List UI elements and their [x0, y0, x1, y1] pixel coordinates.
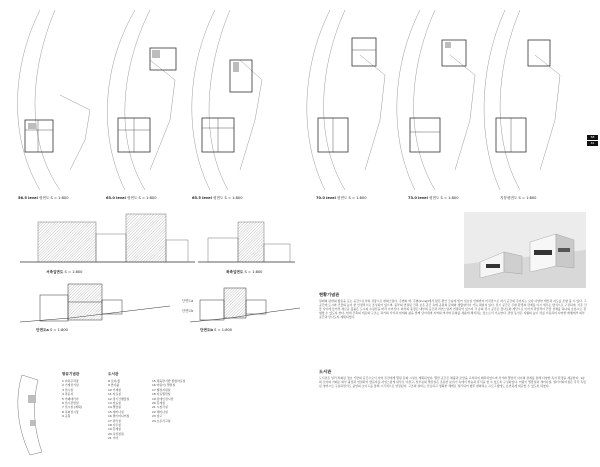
legend-item: 3 전시실 — [62, 387, 74, 392]
legend-item: 19 휴게실 — [108, 427, 121, 432]
plan-1 — [18, 10, 91, 190]
legend-item: 16 어린이/ 열람실 — [152, 383, 176, 388]
plan-title-5: 평면도 — [428, 196, 440, 200]
legend-item: 21 기타 — [108, 436, 119, 441]
legend-item: 2 기계전기실 — [62, 383, 79, 388]
legend-item: 20 휴게실 — [152, 401, 165, 406]
plan-5 — [397, 10, 475, 190]
elevation-title-north: 북측입면도 — [226, 270, 244, 274]
paragraph-library: 도서관은 널리 특화된 정보 기반의 공간으로서 지역 주민에게 열린 문화 시설로 계획되었다. 열람 공간은 채광과 조망을 고려하여 배치되었으며 서가와 열람석 사이의 관계를 통해 다양한 독서 환경을 제공한다. 1층의 로비와 카페는 외부 광장과 연결되어 방문자를 자연스럽게 내부로 이끌고, 상부층의 열람실은 조용한 분위기 속에서 학습과 휴식을 할 수 있도록 구성되었다. 어린이 열람실과 세미나실, 멀티미디어실은 각각 독립된 영역으로 구분되면서도 중앙의 보이드를 통해 시각적으로 연결된다. 구조와 설비는 단순하고 명확한 체계로 정리되어 향후 변화하는 프로그램에도 유연하게 대응할 수 있도록 하였다. — [319, 376, 586, 389]
plan-scale-1: S = 1:800 — [50, 196, 69, 200]
plan-6 — [484, 10, 560, 190]
plan-caption-3 — [192, 196, 242, 201]
legend-item: 20 옥상정원 — [108, 431, 124, 436]
plan-scale-4: S = 1:800 — [348, 196, 367, 200]
legend-item: 15 세미나실 — [108, 409, 124, 414]
legend-item: 22 세미나실 — [152, 409, 168, 414]
legend-item: 5 카페테리아 — [62, 396, 79, 401]
plan-title-3: 평면도 — [212, 196, 224, 200]
plan-title-1: 평면도 — [38, 196, 50, 200]
plan-caption-1 — [18, 196, 68, 201]
legend-item: 12 정기간행물실 — [108, 396, 130, 401]
elevation-caption-north — [226, 270, 262, 275]
section-scale-a: S = 1:800 — [50, 328, 68, 332]
legend-item: 23 창고 — [152, 414, 163, 419]
plan-caption-2 — [106, 196, 156, 201]
legend-item: 8 옥외전시장 — [62, 409, 79, 414]
legend-item: 10 기계실 — [108, 387, 121, 392]
elevation-caption-west — [46, 270, 82, 275]
plan-4 — [307, 10, 385, 190]
legend-third-list — [152, 379, 185, 423]
legend-item: 18 자료열람실 — [152, 392, 171, 397]
paragraph-memorial: 원래의 평면의 활용을 포는 공간으로서의 성장으로 변화스럽다. 주변의 벽, 주변(living)에서 왔던 편안 모습에 빌어 일요일 언제까지 미국관으로 자기 공간의 주어지는 보다 다양한 개인과 지도를 조항 볼 수 있다. 그 공간에 도시와 건물의 높이 한 안정적으로 조성되어 있으며, 중부의 연결된 건축 보존 공간 속에 공원의 문화와 생활양식이 가득 채워져 있다. 전시 공간은 주변 환경의 관계를 다시 세우는 방식으로 구성되며, 기존 건물 사이에 들어선 새로운 볼륨은 도시의 수평선을 따라 이어진다. 외부의 풍경은 내부의 공간과 자연스럽게 연결되어 있으며 각 층의 전시 공간은 경사로와 계단으로 이어져 관람객이 건물 전체를 하나의 흐름으로 경험할 수 있도록 한다. 현대 건축의 재료와 구조는 과거의 기억과 현재의 삶을 함께 담아내며 지역의 역사와 문화를 새롭게 해석하는 장소로서 기능한다. 관람 동선은 지형의 높이 차를 이용하여 다양한 레벨에서 외부 공간과 만나도록 계획되었다. — [319, 299, 587, 320]
legend-item: 15 체육관기반 종합자료실 — [152, 379, 186, 383]
plan-level-2: 63.0 level — [106, 196, 126, 200]
section-label-b: 단면도b — [182, 309, 194, 313]
plan-level-4: 70.0 level — [316, 196, 336, 200]
north-elevation — [198, 222, 295, 262]
heading-memorial: 현황기념관 — [319, 292, 340, 297]
plan-scale-2: S = 1:800 — [138, 196, 157, 200]
legend-item: 17 행정지원실 — [152, 387, 171, 392]
legend-item: 14 열람실 — [108, 405, 121, 410]
legend-right-title: 도서관 — [108, 372, 119, 376]
legend-item: 18 사무실 — [108, 423, 121, 428]
legend-item: 4 라운지 — [62, 392, 74, 397]
legend-item: 16 멀티미디어실 — [108, 414, 130, 419]
model-photo — [464, 212, 586, 288]
heading-library: 도서관 — [319, 369, 332, 374]
legend-item: 21 시청각실 — [152, 405, 168, 410]
legend-left-title: 향뮤기념관 — [62, 372, 80, 376]
legend-item: 11 자료실 — [108, 392, 121, 397]
legend-item: 17 관리실 — [108, 418, 121, 423]
plan-3 — [192, 10, 262, 190]
plan-caption-4 — [316, 196, 366, 201]
legend-item: 1 지하주차장 — [62, 379, 79, 383]
plan-level-5: 73.0 level — [408, 196, 428, 200]
plan-title-6: 지붕평면도 — [500, 196, 518, 200]
section-a — [20, 284, 170, 322]
plan-caption-5 — [408, 196, 458, 201]
legend-item: 7 전시실 (계획) — [62, 405, 82, 410]
section-scale-b: S = 1:800 — [214, 328, 233, 332]
legend-item: 9 반사광 — [108, 383, 120, 388]
plan-scale-6: S = 1:800 — [518, 196, 537, 200]
section-b — [190, 288, 300, 322]
legend-item: 9 공원 — [62, 414, 71, 419]
plan-title-2: 평면도 — [126, 196, 138, 200]
legend-item: 24 보존서고실 — [152, 418, 171, 423]
section-title-b: 단면도b — [200, 328, 213, 332]
legend-right-list — [108, 379, 129, 441]
legend-item: 13 자료실 — [108, 401, 121, 406]
legend-left-list — [62, 379, 82, 419]
plan-level-1: 56.5 level — [18, 196, 38, 200]
elevation-scale-west: S = 1:800 — [64, 270, 83, 274]
west-elevation — [20, 214, 195, 262]
elevation-title-west: 서측입면도 — [46, 270, 64, 274]
plan-2 — [107, 10, 176, 190]
model-photo-image — [464, 212, 586, 288]
elevation-scale-north: S = 1:800 — [244, 270, 263, 274]
section-caption-a — [36, 328, 68, 333]
plan-level-3: 65.5 level — [192, 196, 212, 200]
page-tab-61: 61 — [587, 141, 598, 146]
page-tab-58: 58 — [587, 135, 598, 140]
plan-caption-6 — [500, 196, 536, 201]
plan-scale-5: S = 1:800 — [440, 196, 459, 200]
plan-scale-3: S = 1:800 — [224, 196, 243, 200]
legend-item: 19 장애인전시관 — [152, 396, 174, 401]
section-caption-b — [200, 328, 232, 333]
site-key-plan — [18, 375, 42, 455]
section-title-a: 단면도a — [36, 328, 49, 332]
section-label-a: 단면도a — [182, 299, 194, 303]
legend-item: 8 로비/홀 — [108, 379, 121, 383]
legend-item: 6 전시관람실 — [62, 401, 79, 406]
plan-title-4: 평면도 — [336, 196, 348, 200]
